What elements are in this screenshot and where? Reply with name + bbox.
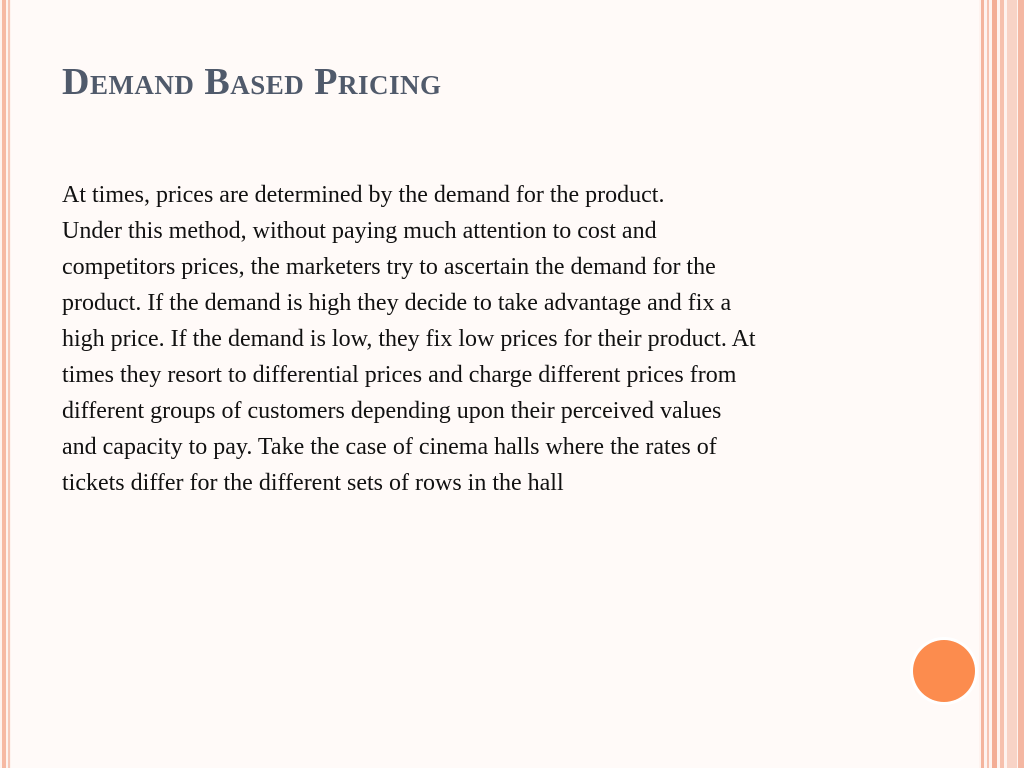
right-border-stripe (1018, 0, 1024, 768)
slide-title: Demand Based Pricing (62, 61, 442, 103)
body-paragraph: times they resort to differential prices and charge different prices from (62, 362, 737, 388)
body-paragraph: tickets differ for the different sets of rows in the hall (62, 470, 564, 496)
body-paragraph: different groups of customers depending upon their perceived values (62, 398, 722, 424)
right-border-stripe (1000, 0, 1004, 768)
body-paragraph: product. If the demand is high they decide to take advantage and fix a (62, 290, 732, 316)
right-border-stripe (1007, 0, 1017, 768)
body-paragraph: At times, prices are determined by the demand for the product. (62, 182, 665, 208)
slide-body (62, 182, 892, 506)
right-border-stripe (981, 0, 984, 768)
body-paragraph: high price. If the demand is low, they fix low prices for their product. At (62, 326, 756, 352)
decorative-circle (913, 640, 975, 702)
left-border-stripe (2, 0, 6, 768)
body-paragraph: and capacity to pay. Take the case of cinema halls where the rates of (62, 434, 717, 460)
body-paragraph: competitors prices, the marketers try to ascertain the demand for the (62, 254, 716, 280)
body-paragraph: Under this method, without paying much attention to cost and (62, 218, 657, 244)
right-border-stripe (987, 0, 989, 768)
left-border-stripe-inner (8, 0, 10, 768)
right-border-stripe (992, 0, 997, 768)
